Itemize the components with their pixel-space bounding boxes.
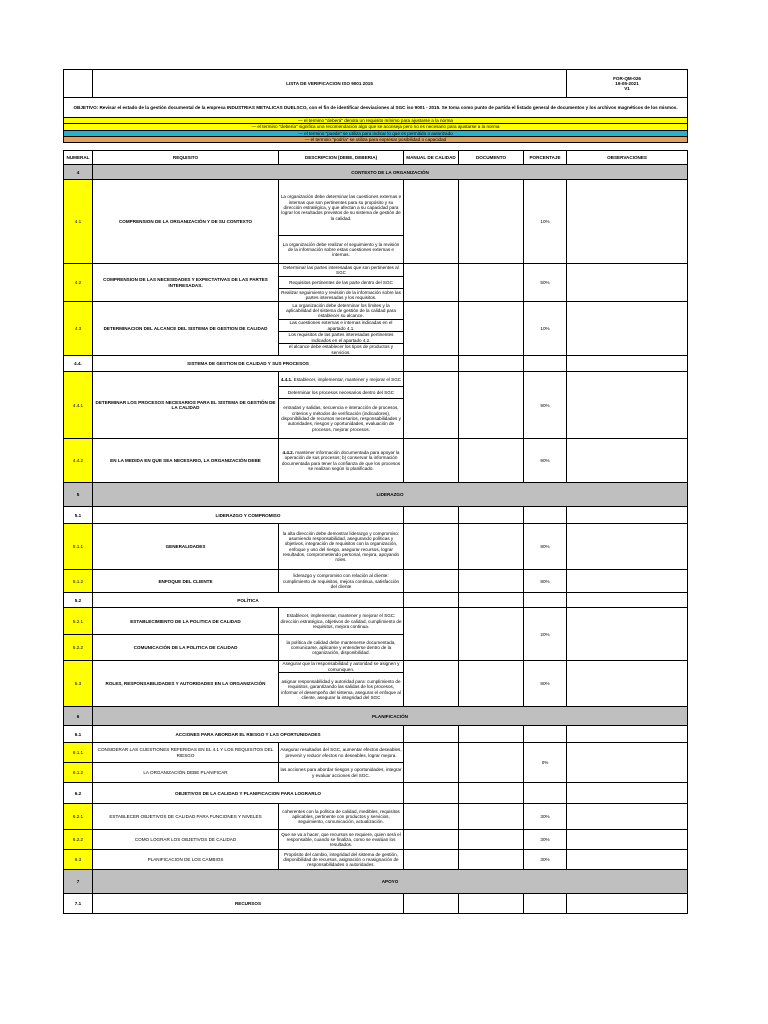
section-row: 5 LIDERAZGO xyxy=(64,483,688,507)
section-row: 4 CONTEXTO DE LA ORGANIZACIÓN xyxy=(64,165,688,180)
legend-band-deberia: — el termino "debería" significa una recomendación algo que se aconseja pero no es necesario para ajustarse a la norma xyxy=(64,124,688,130)
manual-cell[interactable] xyxy=(404,180,459,264)
manual-cell[interactable] xyxy=(404,570,459,593)
legend-band-podria: — el termino "podría" se utiliza para expresar posibilidad o capacidad xyxy=(64,136,688,142)
observations-cell[interactable] xyxy=(567,524,688,570)
header-observaciones: OBSERVACIONES xyxy=(567,151,688,165)
section-row: 6 PLANIFICACIÓN xyxy=(64,707,688,726)
document-cell[interactable] xyxy=(459,570,524,593)
table-row: 4.4.1 DETERMINAR LOS PROCESOS NECESARIOS PARA EL SISTEMA DE GESTIÓN DE LA CALIDAD 4.4.1. Establecer, implementar, mantener y mejorar el SGC 90% xyxy=(64,372,688,387)
table-row: 5.3 ROLES, RESPONSABILIDADES Y AUTORIDADES EN LA ORGANIZACIÓN Asegurar que la responsabilidad y autoridad se asignen y comuniquen. 80% xyxy=(64,661,688,673)
table-row: 6.1.2 LA ORGANIZACIÓN DEBE PLANIFICAR las acciones para abordar riesgos y oportunidades, integrar y evaluar acciones del SGC. xyxy=(64,763,688,783)
observations-cell[interactable] xyxy=(567,372,688,439)
manual-cell[interactable] xyxy=(404,439,459,483)
document-cell[interactable] xyxy=(459,524,524,570)
observations-cell[interactable] xyxy=(567,608,688,661)
header-numeral: NUMERAL xyxy=(64,151,93,165)
table-row: 5.1.2 ENFOQUE DEL CLIENTE liderazgo y compromiso con relación al cliente: cumplimiento de requisitos, mejora continua, satisfacción del cliente 80% xyxy=(64,570,688,593)
table-row: 6.2.2 COMO LOGRAR LOS OBJETIVOS DE CALIDAD Que se va a hacer, que recursos se requiere, quien será el responsable, cuando se finaliza, como se evalúan los resultados. 30% xyxy=(64,830,688,850)
column-headers xyxy=(64,151,688,165)
section-row: 4.4. SISTEMA DE GESTION DE CALIDAD Y SUS PROCESOS xyxy=(64,356,688,372)
section-row: 5.1 LIDERAZGO Y COMPROMISO xyxy=(64,507,688,524)
header-porcentaje: PORCENTAJE xyxy=(524,151,567,165)
observations-cell[interactable] xyxy=(567,743,688,783)
manual-cell[interactable] xyxy=(404,264,459,302)
header-manual: MANUAL DE CALIDAD xyxy=(404,151,459,165)
document-code: FOR-QM-026 16-05-2021 V1 xyxy=(567,70,688,98)
table-row: 4.3 DETERMINACION DEL ALCANCE DEL SISTEMA DE GESTION DE CALIDAD La organización debe determinar los límites y la aplicabilidad del sistema de gestión de la calidad para establecer su alcance. 10% xyxy=(64,302,688,320)
objective-text: OBJETIVO: Revisar el estado de la gestión documental de la empresa INDUSTRIAS METALICAS DUELSCO, con el fin de identificar desviaciones al SGC iso 9001 - 2015. Se toma como punto de partida el listado general de documentos y los archivos magnéticos de los mismos. xyxy=(64,98,688,118)
observations-cell[interactable] xyxy=(567,850,688,870)
table-row: 6.2.1 ESTABLECER OBJETIVOS DE CALIDAD PARA FUNCIONES Y NIVELES coherentes con la política de calidad, medibles, requisitos aplicables, pertinente con productos y servicios, seguimiento, comunicación, actualización. 30% xyxy=(64,804,688,830)
document-cell[interactable] xyxy=(459,372,524,439)
section-row: 6.1 ACCIONES PARA ABORDAR EL RIESGO Y LAS OPORTUNIDADES xyxy=(64,726,688,743)
observations-cell[interactable] xyxy=(567,264,688,302)
section-row: 7.1 RECURSOS xyxy=(64,894,688,914)
spacer xyxy=(64,143,688,151)
manual-cell[interactable] xyxy=(404,804,459,830)
logo-cell xyxy=(64,70,93,98)
observations-cell[interactable] xyxy=(567,661,688,707)
table-row: 4.1 COMPRENSION DE LA ORGANIZACIÓN Y DE SU CONTEXTO La organización debe determinar las cuestiones externas e internas que son pertinentes para su propósito y su dirección estratégica, y que afectan a su capacidad para lograr los resultados previstos de su sistema de gestión de la calidad. 10% xyxy=(64,180,688,236)
manual-cell[interactable] xyxy=(404,830,459,850)
header-documento: DOCUMENTO xyxy=(459,151,524,165)
table-row: 6.1.1 CONSIDERAR LAS CUESTIONES REFERIDAS EN EL 4.1 Y LOS REQUISITOS DEL RIESGO Asegurar resultados del SGC, aumentar efectos deseables, prevenir y reducir efectos no deseables, lograr mejora. 0% xyxy=(64,743,688,763)
observations-cell[interactable] xyxy=(567,570,688,593)
section-row: 5.2 POLÍTICA xyxy=(64,593,688,608)
document-cell[interactable] xyxy=(459,743,524,783)
table-row: 4.2 COMPRENSION DE LAS NECESIDADES Y EXPECTATIVAS DE LAS PARTES INTERESADAS. Determinar las partes interesadas que son pertinentes al SGC 50% xyxy=(64,264,688,277)
observations-cell[interactable] xyxy=(567,302,688,356)
checklist-sheet xyxy=(63,69,687,914)
checklist-table: LISTA DE VERIFICACION ISO 9001 2015 FOR-QM-026 16-05-2021 V1 OBJETIVO: Revisar el estado de la gestión documental de la empresa INDUSTRIAS METALICAS DUELSCO, con el fin de identificar desviaciones al SGC iso 9001 - 2015. Se toma como punto de partida el listado general de documentos y los archivos magnéticos de los mismos. — el termino "deberá" denota un requisito mínimo para ajustarse a la norma — el termino "debería" significa una recomendación algo que se aconseja pero no es necesario para ajustarse a la norma — el termino "puede" se utiliza para indicar lo que es permitido o autorizado — el termino "podría" se utiliza para expresar posibilidad o capacidad NUMERAL REQUISITO DESCRIPCION (DEBE, DEBERIA) MANUAL DE CALIDAD DOCUMENTO PORCENTAJE OBSERVACIONES 4 CONTEXTO DE LA ORGANIZACIÓN 4.1 COMPRENSION DE LA ORGANIZACIÓN Y DE SU CONTEXTO La organización debe determinar las cuestiones externas e internas que son pertinentes para su propósito y su dirección estratégica, y que afectan a su capacidad para lograr los resultados previstos de su sistema de gestión de la calidad. 10% La organización debe realizar el seguimiento y la revisión de la información sobre estas cuestiones externas e internas. 4.2 COMPRENSION DE LAS NECESIDADES Y EXPECTATIVAS DE LAS PARTES INTERESADAS. Determinar las partes interesadas que son pertinentes al SGC 50% Requisitos pertinentes de las parte dentro del SGC Realizar seguimiento y revisión de la información sobre las partes interesadas y los requisitos. 4.3 DETERMINACION DEL ALCANCE DEL SISTEMA DE GESTION DE CALIDAD La organización debe determinar los límites y la aplicabilidad del sistema de gestión de la calidad para establecer su alcance. 10% Las cuestiones externas e internas indicadas en el apartado 4.1. Los requisitos de las partes interesadas pertinentes indicados en el apartado 4.2. el alcance debe establecer los tipos de productos y servicios. 4.4. SISTEMA DE GESTION DE CALIDAD Y SUS PROCESOS 4.4.1 DETERMINAR LOS PROCESOS NECESARIOS PARA EL SISTEMA DE GESTIÓN DE LA CALIDAD 4.4.1. Establecer, implementar, mantener y mejorar el SGC 90% Determinar los procesos necesarios dentro del SGC entradas y salidas, secuencia e interacción de procesos, criterios y métodos de verificación (indicadores), disponibilidad de recursos necesarios, responsabilidades y autoridades, riesgos y oportunidades, evaluación de procesos, mejorar procesos. 4.4.2 EN LA MEDIDA EN QUE SEA NECESARIO, LA ORGANIZACIÓN DEBE 4.4.2. mantener información documentada para apoyar la operación de sus procesos; b) conservar la información documentada para tener la confianza de que los procesos se realizan según lo planificado. 90% 5 LIDERAZGO 5.1 LIDERAZGO Y COMPROMISO 5.1.1 GENERALIDADES la alta dirección debe demostrar liderazgo y compromiso: asumiendo responsabilidad, asegurando políticas y objetivos, integración de requisitos con la organización, enfoque y uso del riesgo, asegurar recursos, lograr resultados, comprometiendo personal, mejora, apoyando roles. 80% 5.1.2 ENFOQUE DEL CLIENTE liderazgo y compromiso con relación al cliente: cumplimiento de requisitos, mejora continua, satisfacción del cliente 80% 5.2 POLÍTICA 5.2.1 ESTABLECIMIENTO DE LA POLITICA DE CALIDAD Establecer, implementar, mantener y mejorar el SGC: dirección estratégica, objetivos de calidad, cumplimiento de requisitos, mejora continua. 20% 5.2.2 COMUNICACIÓN DE LA POLITICA DE CALIDAD la política de calidad debe mantenerse documentada, comunicarse, aplicarse y entenderse dentro de la organización, disponibilidad. 5.3 ROLES, RESPONSABILIDADES Y AUTORIDADES EN LA ORGANIZACIÓN Asegurar que la responsabilidad y autoridad se asignen y comuniquen. 80% asignar responsabilidad y autoridad para: cumplimiento de requisitos, garantizando las salidas de los procesos, informar el desempeño del sistema, asegurar el enfoque al cliente, asegurar la integridad del SGC 6 PLANIFICACIÓN 6.1 ACCIONES PARA ABORDAR EL RIESGO Y LAS OPORTUNIDADES 6.1.1 CONSIDERAR LAS CUESTIONES REFERIDAS EN EL 4.1 Y LOS REQUISITOS DEL RIESGO Asegurar resultados del SGC, aumentar efectos deseables, prevenir y reducir efectos no deseables, lograr mejora. 0% 6.1.2 LA ORGANIZACIÓN DEBE PLANIFICAR las acciones para abordar riesgos y oportunidades, integrar y evaluar acciones del SGC. 6.2 OBJETIVOS DE LA CALIDAD Y PLANIFICACION PARA LOGRARLO 6.2.1 ESTABLECER OBJETIVOS DE CALIDAD PARA FUNCIONES Y NIVELES coherentes con la política de calidad, medibles, requisitos aplicables, pertinente con productos y servicios, seguimiento, comunicación, actualización. 30% 6.2.2 COMO LOGRAR LOS OBJETIVOS DE CALIDAD Que se va a hacer, que recursos se requiere, quien será el responsable, cuando se finaliza, como se evalúan los resultados. 30% 6.3 PLANIFICACION DE LOS CAMBIOS Propósito del cambio, integridad del sistema de gestión, disponibilidad de recursos, asignación o reasignación de responsabilidades o autoridades. 30% 7 APOYO 7.1 RECURSOS xyxy=(63,69,688,914)
observations-cell[interactable] xyxy=(567,439,688,483)
document-cell[interactable] xyxy=(459,439,524,483)
manual-cell[interactable] xyxy=(404,850,459,870)
table-row: 5.2.1 ESTABLECIMIENTO DE LA POLITICA DE CALIDAD Establecer, implementar, mantener y mejorar el SGC: dirección estratégica, objetivos de calidad, cumplimiento de requisitos, mejora continua. 20% xyxy=(64,608,688,635)
observations-cell[interactable] xyxy=(567,804,688,830)
document-cell[interactable] xyxy=(459,661,524,707)
manual-cell[interactable] xyxy=(404,372,459,439)
legend-band-puede: — el termino "puede" se utiliza para indicar lo que es permitido o autorizado xyxy=(64,130,688,136)
section-row: 6.2 OBJETIVOS DE LA CALIDAD Y PLANIFICACION PARA LOGRARLO xyxy=(64,783,688,804)
section-row: 7 APOYO xyxy=(64,870,688,894)
manual-cell[interactable] xyxy=(404,302,459,356)
document-cell[interactable] xyxy=(459,804,524,830)
header-descripcion: DESCRIPCION (DEBE, DEBERIA) xyxy=(279,151,404,165)
table-row: 6.3 PLANIFICACION DE LOS CAMBIOS Propósito del cambio, integridad del sistema de gestión, disponibilidad de recursos, asignación o reasignación de responsabilidades o autoridades. 30% xyxy=(64,850,688,870)
document-cell[interactable] xyxy=(459,180,524,264)
document-cell[interactable] xyxy=(459,264,524,302)
document-cell[interactable] xyxy=(459,608,524,661)
legend-band-debera: — el termino "deberá" denota un requisito mínimo para ajustarse a la norma xyxy=(64,118,688,124)
observations-cell[interactable] xyxy=(567,180,688,264)
header-requisito: REQUISITO xyxy=(93,151,279,165)
observations-cell[interactable] xyxy=(567,830,688,850)
document-cell[interactable] xyxy=(459,830,524,850)
table-row: 5.2.2 COMUNICACIÓN DE LA POLITICA DE CALIDAD la política de calidad debe mantenerse documentada, comunicarse, aplicarse y entenderse dentro de la organización, disponibilidad. xyxy=(64,635,688,661)
manual-cell[interactable] xyxy=(404,743,459,783)
manual-cell[interactable] xyxy=(404,524,459,570)
table-row: 4.4.2 EN LA MEDIDA EN QUE SEA NECESARIO, LA ORGANIZACIÓN DEBE 4.4.2. mantener información documentada para apoyar la operación de sus procesos; b) conservar la información documentada para tener la confianza de que los procesos se realizan según lo planificado. 90% xyxy=(64,439,688,483)
document-cell[interactable] xyxy=(459,850,524,870)
manual-cell[interactable] xyxy=(404,608,459,661)
document-cell[interactable] xyxy=(459,302,524,356)
table-row: 5.1.1 GENERALIDADES la alta dirección debe demostrar liderazgo y compromiso: asumiendo responsabilidad, asegurando políticas y objetivos, integración de requisitos con la organización, enfoque y uso del riesgo, asegurar recursos, lograr resultados, comprometiendo personal, mejora, apoyando roles. 80% xyxy=(64,524,688,570)
manual-cell[interactable] xyxy=(404,661,459,707)
document-title: LISTA DE VERIFICACION ISO 9001 2015 xyxy=(93,70,567,98)
